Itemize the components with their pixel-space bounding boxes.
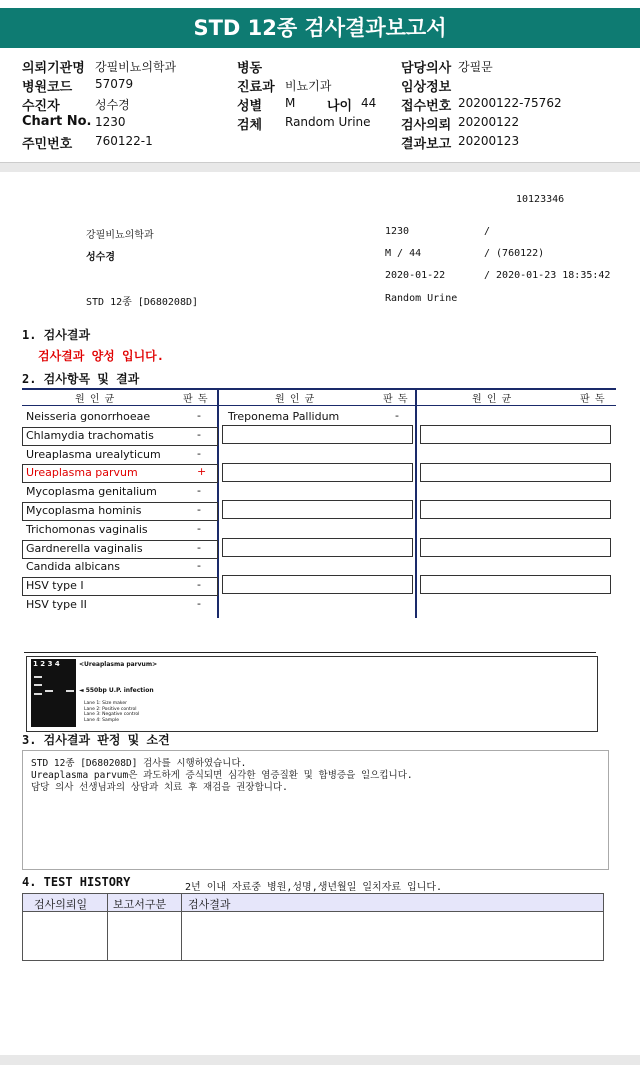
- header-gap: [0, 163, 640, 172]
- organism-name: Treponema Pallidum: [228, 410, 340, 423]
- organism-result: -: [197, 597, 201, 610]
- header-label: Chart No.: [22, 114, 92, 129]
- history-note: 2년 이내 자료중 병원,성명,생년월일 일치자료 입니다.: [185, 882, 443, 893]
- header-value: Random Urine: [285, 115, 371, 129]
- col-divider-2: [415, 388, 417, 618]
- empty-box: [420, 463, 611, 482]
- info-specimen: Random Urine: [385, 293, 458, 304]
- history-head-row: [23, 894, 603, 912]
- header-label: 성별: [237, 99, 263, 114]
- info-sex-age: M / 44: [385, 248, 422, 259]
- head-organism-2: 원 인 균: [275, 394, 316, 405]
- gel-rule: [24, 652, 596, 653]
- opinion-line: 담당 의사 선생님과의 상담과 치료 후 재검을 권장합니다.: [31, 782, 288, 793]
- section-4-title: 4. TEST HISTORY: [22, 875, 131, 889]
- organism-result: -: [197, 540, 201, 554]
- organism-result: -: [197, 409, 201, 422]
- organism-name: HSV type I: [26, 579, 84, 593]
- header-label: 주민번호: [22, 137, 73, 152]
- organism-name: HSV type II: [26, 598, 87, 611]
- header-value: 강필문: [458, 60, 493, 74]
- header-label: 접수번호: [401, 99, 452, 114]
- header-label: 수진자: [22, 99, 60, 114]
- empty-box: [420, 575, 611, 594]
- organism-result: -: [197, 484, 201, 498]
- header-value: 760122-1: [95, 134, 153, 148]
- head-organism-1: 원 인 균: [75, 394, 116, 405]
- info-chart: 1230: [385, 226, 410, 237]
- history-head-result: 검사결과: [188, 898, 231, 911]
- info-report-date: / 2020-01-23 18:35:42: [484, 270, 611, 281]
- report-id: 10123346: [516, 194, 565, 205]
- organism-name: Neisseria gonorrhoeae: [26, 410, 151, 423]
- info-birth: / (760122): [484, 248, 545, 259]
- empty-box: [222, 575, 413, 594]
- empty-box: [222, 425, 413, 444]
- section-3-title: 3. 검사결과 판정 및 소견: [22, 733, 170, 747]
- gel-lanes: 1 2 3 4: [33, 660, 60, 668]
- empty-box: [222, 500, 413, 519]
- info-receive-date: 2020-01-22: [385, 270, 446, 281]
- head-judge-3: 판 독: [580, 394, 606, 405]
- header-label: 의뢰기관명: [22, 61, 85, 76]
- organism-result: -: [197, 446, 201, 460]
- organism-name: Mycoplasma hominis: [26, 504, 142, 517]
- organism-result: +: [197, 465, 207, 479]
- gel-legend-line: Lane 2: Positive control: [84, 706, 137, 712]
- header-label: 병원코드: [22, 80, 73, 95]
- organism-name: Mycoplasma genitalium: [26, 485, 157, 499]
- header-value: 20200123: [458, 134, 520, 148]
- organism-result: -: [395, 409, 399, 422]
- gel-band-label: ◄ 550bp U.P. infection: [79, 687, 154, 694]
- gel-sample-band: [66, 690, 74, 692]
- header-value: 강필비뇨의학과: [95, 60, 177, 74]
- header-label: 병동: [237, 61, 263, 76]
- empty-box: [420, 425, 611, 444]
- empty-box: [222, 538, 413, 557]
- history-col-line: [107, 894, 108, 960]
- organism-result: -: [197, 559, 201, 573]
- gel-legend-line: Lane 4: Sample: [84, 717, 119, 723]
- organism-name: Ureaplasma parvum: [26, 466, 138, 480]
- header-value: 57079: [95, 77, 134, 91]
- section-2-title: 2. 검사항목 및 결과: [22, 372, 140, 386]
- head-organism-3: 원 인 균: [472, 394, 513, 405]
- header-value: 성수경: [95, 98, 130, 112]
- header-label: 결과보고: [401, 137, 452, 152]
- header-label: 임상정보: [401, 80, 452, 95]
- gel-ladder-band: [34, 684, 42, 686]
- organism-name: Trichomonas vaginalis: [26, 522, 148, 536]
- gel-positive-band: [45, 690, 53, 692]
- info-patient: 성수경: [86, 252, 115, 263]
- table-head-rule: [22, 405, 616, 406]
- overall-result: 검사결과 양성 입니다.: [38, 349, 165, 363]
- organism-result: -: [197, 521, 201, 535]
- empty-box: [420, 500, 611, 519]
- gel-legend-line: Lane 1: Size maker: [84, 701, 127, 706]
- opinion-line: STD 12종 [D680208D] 검사를 시행하였습니다.: [31, 758, 247, 769]
- empty-box: [222, 463, 413, 482]
- age-label: 나이: [327, 99, 353, 114]
- gel-ladder-band: [34, 693, 42, 695]
- header-value: M: [285, 96, 296, 110]
- head-judge-1: 판 독: [183, 394, 209, 405]
- gel-title: <Ureaplasma parvum>: [79, 661, 158, 668]
- header-label: 검체: [237, 118, 263, 133]
- report-title: STD 12종 검사결과보고서: [0, 8, 640, 48]
- section-1-title: 1. 검사결과: [22, 328, 91, 342]
- header-value: 1230: [95, 115, 126, 129]
- empty-box: [420, 538, 611, 557]
- info-hospital: 강필비뇨의학과: [86, 230, 154, 241]
- organism-result: -: [197, 427, 201, 441]
- organism-name: Ureaplasma urealyticum: [26, 447, 161, 461]
- organism-name: Chlamydia trachomatis: [26, 428, 154, 442]
- info-slash: /: [484, 226, 491, 237]
- organism-result: -: [197, 578, 201, 592]
- gel-ladder-band: [34, 676, 42, 678]
- organism-name: Candida albicans: [26, 560, 120, 574]
- organism-result: -: [197, 503, 201, 516]
- age-value: 44: [361, 96, 377, 110]
- header-value: 비뇨기과: [285, 79, 332, 93]
- header-label: 진료과: [237, 80, 275, 95]
- header-value: 20200122: [458, 115, 520, 129]
- history-col-line: [181, 894, 182, 960]
- header-label: 검사의뢰: [401, 118, 452, 133]
- footer-strip: [0, 1055, 640, 1065]
- head-judge-2: 판 독: [383, 394, 409, 405]
- history-head-date: 검사의뢰일: [34, 898, 88, 911]
- header-label: 담당의사: [401, 61, 452, 76]
- gel-legend-line: Lane 3: Negative control: [84, 712, 140, 717]
- header-value: 20200122-75762: [458, 96, 562, 110]
- info-test: STD 12종 [D680208D]: [86, 297, 199, 308]
- organism-name: Gardnerella vaginalis: [26, 541, 143, 555]
- history-head-type: 보고서구분: [113, 898, 167, 911]
- opinion-line: Ureaplasma parvum은 과도하게 증식되면 심각한 염증질환 및 합병증을 일으킵니다.: [31, 770, 413, 781]
